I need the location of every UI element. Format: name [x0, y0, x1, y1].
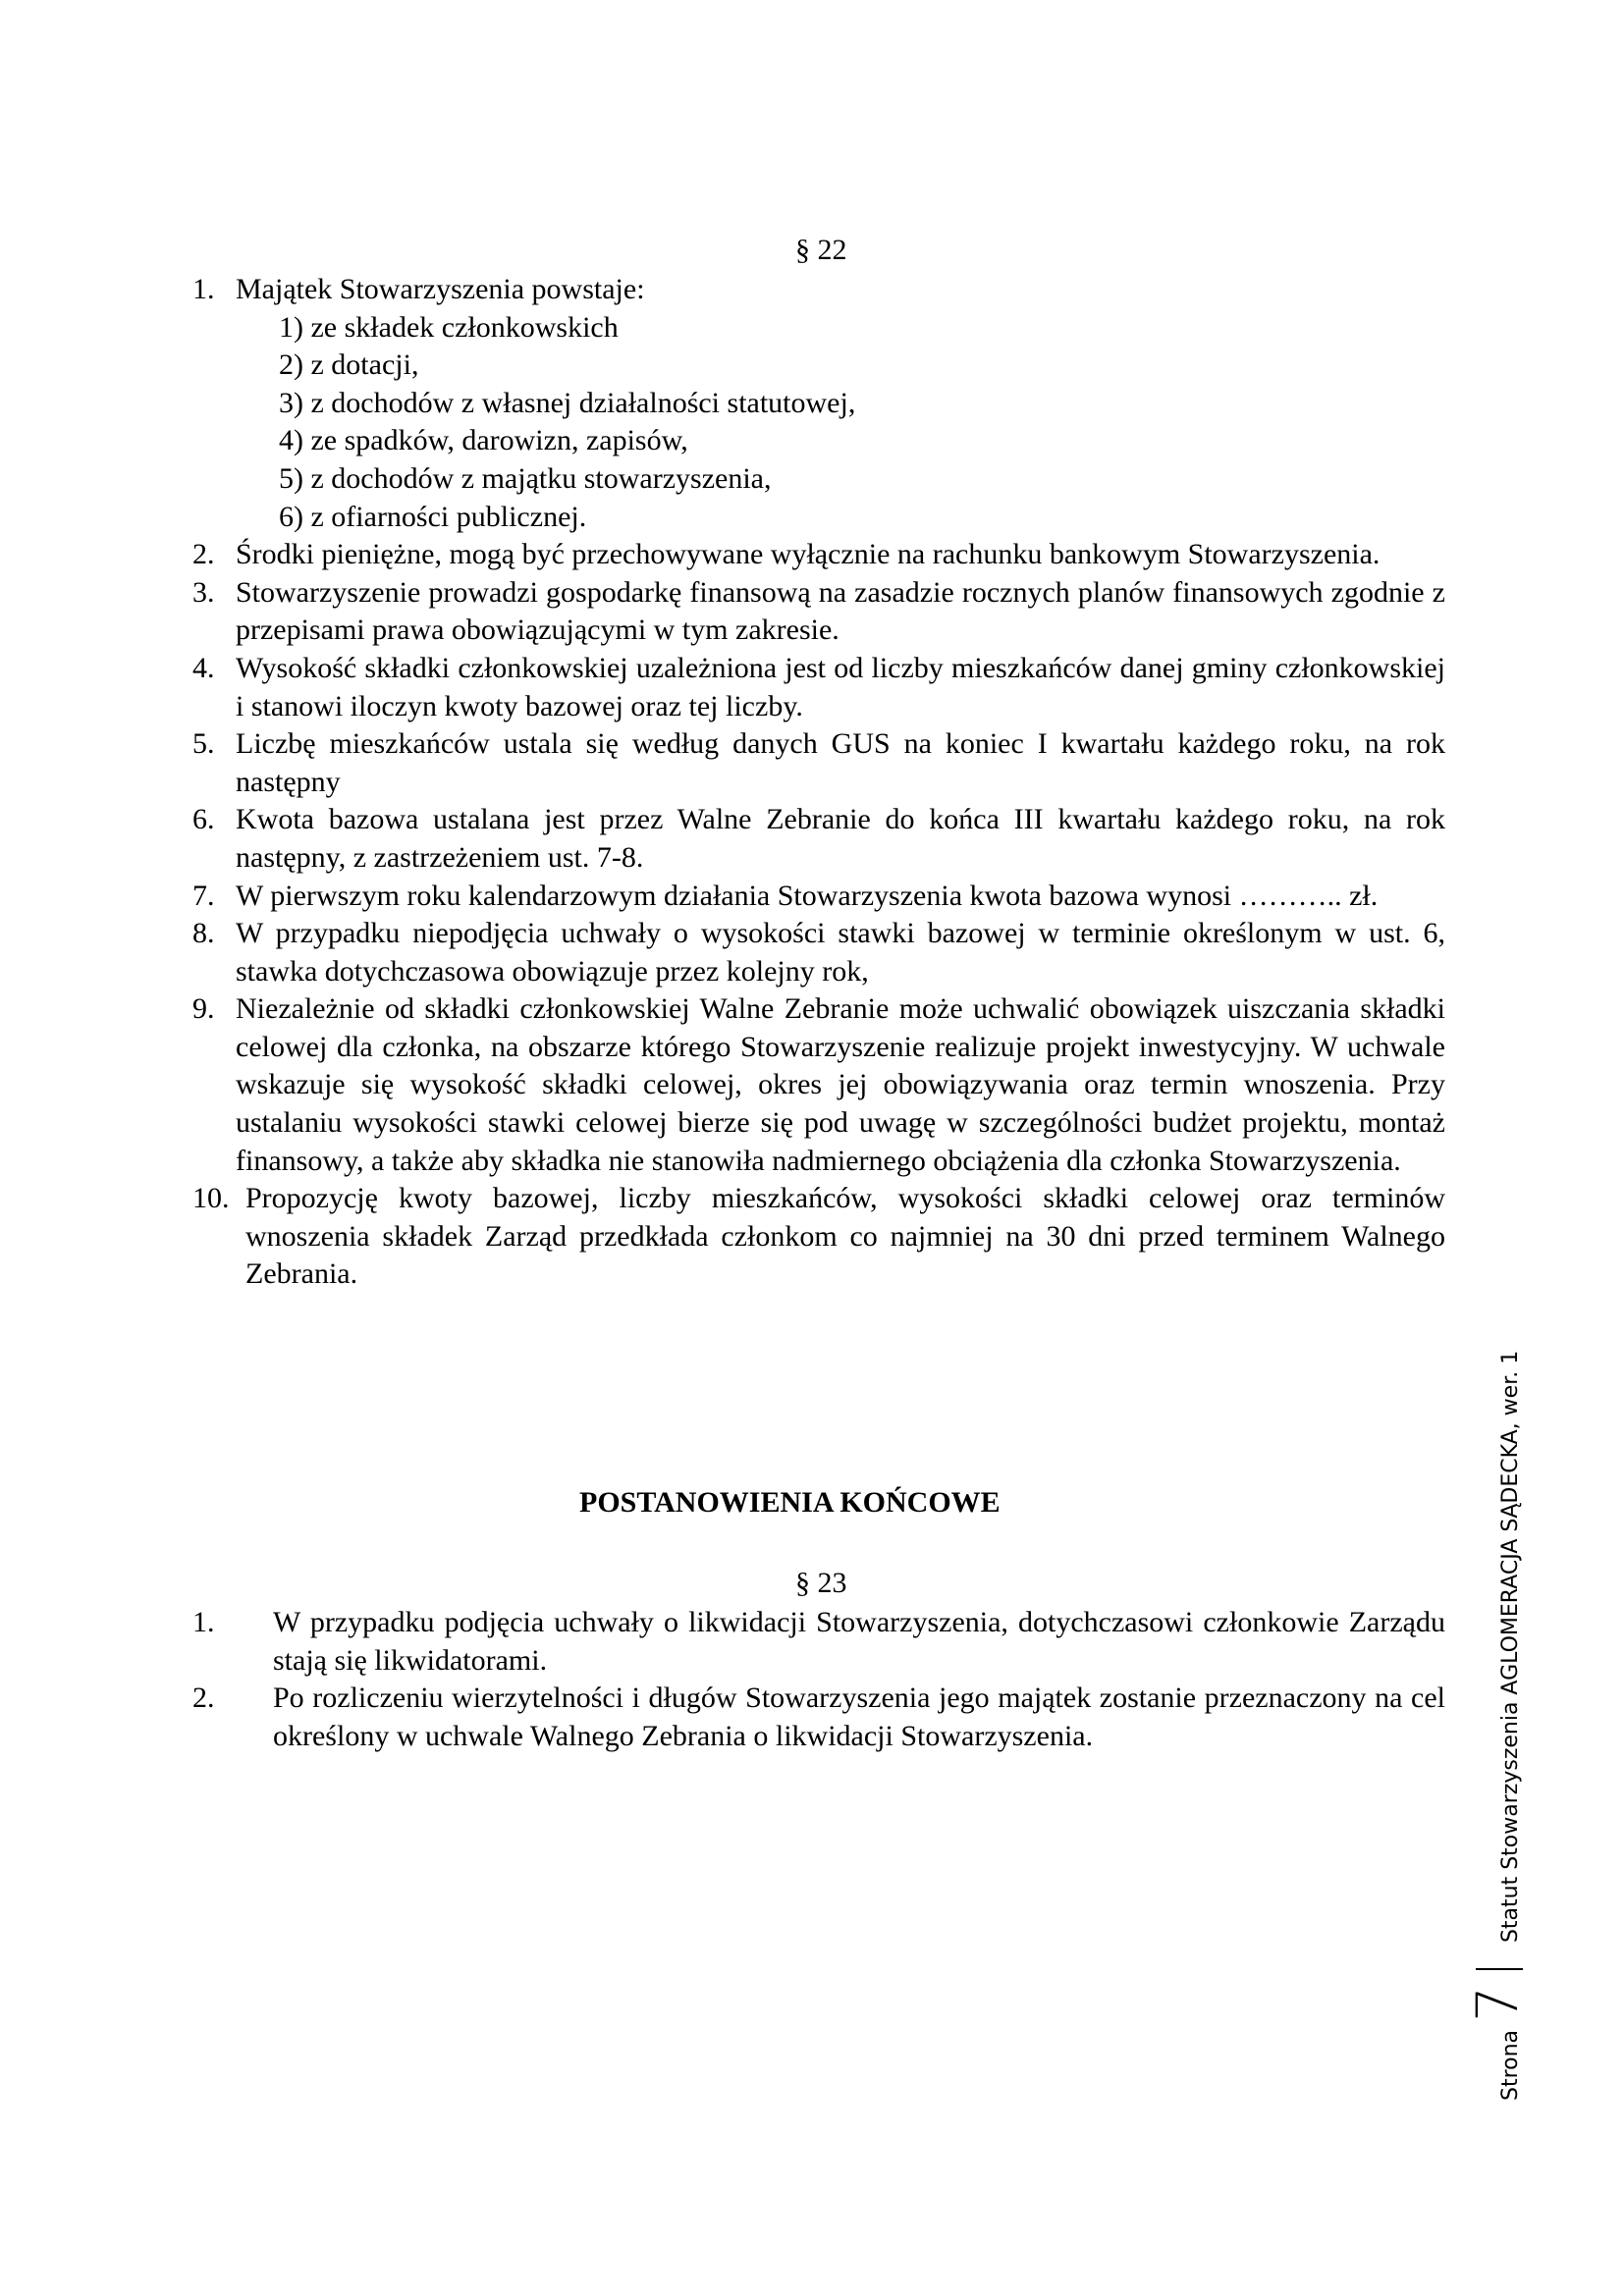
list-item [192, 536, 1445, 574]
item-number: 2. [192, 1682, 215, 1715]
item-text: Stowarzyszenie prowadzi gospodarkę finansową na zasadzie rocznych planów finansowych zgodnie z przepisami prawa obowiązującymi w tym zakresie. [236, 575, 1445, 647]
section-heading: POSTANOWIENIA KOŃCOWE [579, 1486, 1001, 1519]
sub-item: 2) z dotacji, [279, 348, 419, 382]
section-23-sign: § 23 [795, 1567, 847, 1599]
item-number: 5. [192, 727, 215, 761]
item-number: 7. [192, 879, 215, 912]
list-item [192, 271, 1445, 536]
list-item [192, 574, 1445, 650]
page-label: Strona [1498, 2029, 1523, 2101]
footer-divider [1476, 1968, 1523, 1970]
section-22-list [192, 271, 1445, 1294]
item-text: W przypadku niepodjęcia uchwały o wysokości stawki bazowej w terminie określonym w ust. 6, stawka dotychczasowa obowiązuje przez kolejny rok, [236, 917, 1445, 988]
item-text: Majątek Stowarzyszenia powstaje: [236, 273, 645, 305]
list-item [192, 990, 1445, 1180]
section-22-sign: § 22 [795, 234, 847, 266]
sub-item: 1) ze składek członkowskich [279, 310, 619, 344]
list-item [192, 1180, 1445, 1294]
page-number: 7 [1464, 1986, 1531, 2022]
item-number: 10. [192, 1182, 230, 1215]
item-number: 6. [192, 803, 215, 836]
list-item [192, 1604, 1445, 1680]
list-item [192, 878, 1445, 916]
item-number: 2. [192, 538, 215, 571]
sub-item: 6) z ofiarności publicznej. [279, 500, 587, 533]
list-item [192, 915, 1445, 990]
item-text: Po rozliczeniu wierzytelności i długów Stowarzyszenia jego majątek zostanie przeznaczony na cel określony w uchwale Walnego Zebrania o likwidacji Stowarzyszenia. [273, 1682, 1445, 1752]
sub-item: 4) ze spadków, darowizn, zapisów, [279, 424, 688, 457]
list-item [192, 725, 1445, 801]
item-number: 9. [192, 992, 215, 1026]
list-item [192, 801, 1445, 877]
item-number: 1. [192, 1606, 215, 1638]
item-number: 1. [192, 273, 215, 305]
asset-sources-list [236, 309, 1445, 537]
item-text: Niezależnie od składki członkowskiej Walne Zebranie może uchwalić obowiązek uiszczania składki celowej dla członka, na obszarze którego Stowarzyszenie realizuje projekt inwestycyjny. W uchwale wskazuje się wysokość składki celowej, okres jej obowiązywania oraz termin wnoszenia. Przy ustalaniu wysokości stawki celowej bierze się pod uwagę w szczególności budżet projektu, montaż finansowy, a także aby składka nie stanowiła nadmiernego obciążenia dla członka Stowarzyszenia. [236, 992, 1445, 1177]
item-text: W przypadku podjęcia uchwały o likwidacji Stowarzyszenia, dotychczasowi członkowie Zarządu stają się likwidatorami. [273, 1606, 1445, 1677]
list-item [192, 1680, 1445, 1755]
list-item [192, 650, 1445, 725]
item-text: W pierwszym roku kalendarzowym działania Stowarzyszenia kwota bazowa wynosi ……….. zł. [236, 879, 1379, 912]
document-title: Statut Stowarzyszenia AGLOMERACJA SĄDECKA, wer. 1 [1498, 1350, 1523, 1944]
item-text: Propozycję kwoty bazowej, liczby mieszkańców, wysokości składki celowej oraz terminów wnoszenia składek Zarząd przedkłada członkom co najmniej na 30 dni przed terminem Walnego Zebrania. [245, 1182, 1445, 1291]
page-footer [1453, 1315, 1532, 2101]
item-text: Kwota bazowa ustalana jest przez Walne Zebranie do końca III kwartału każdego roku, na rok następny, z zastrzeżeniem ust. 7-8. [236, 803, 1445, 874]
section-23-list [192, 1604, 1445, 1755]
item-number: 3. [192, 575, 215, 609]
item-text: Środki pieniężne, mogą być przechowywane wyłącznie na rachunku bankowym Stowarzyszenia. [236, 538, 1380, 571]
item-text: Liczbę mieszkańców ustala się według danych GUS na koniec I kwartału każdego roku, na rok następny [236, 727, 1445, 798]
item-number: 4. [192, 651, 215, 684]
item-number: 8. [192, 917, 215, 950]
sub-item: 5) z dochodów z majątku stowarzyszenia, [279, 461, 772, 495]
item-text: Wysokość składki członkowskiej uzależniona jest od liczby mieszkańców danej gminy członkowskiej i stanowi iloczyn kwoty bazowej oraz tej liczby. [236, 651, 1445, 722]
sub-item: 3) z dochodów z własnej działalności statutowej, [279, 386, 856, 419]
